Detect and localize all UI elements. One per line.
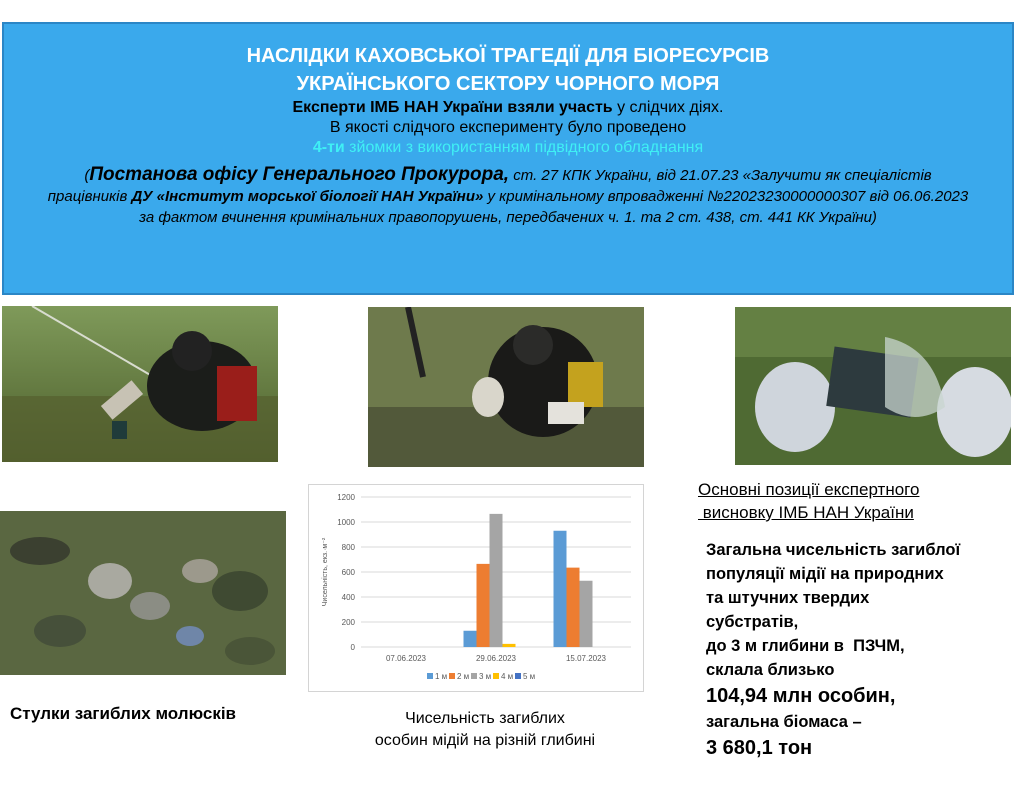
chart-caption	[330, 708, 640, 752]
photo-diver-center	[368, 307, 644, 467]
legend-label: 5 м	[523, 672, 536, 681]
x-tick-label: 29.06.2023	[475, 654, 517, 663]
legend-swatch	[493, 673, 499, 679]
y-axis-label: Чисельність, екз.·м⁻²	[322, 537, 329, 607]
summary-line4: субстратів,	[706, 613, 799, 631]
y-tick-label: 400	[341, 593, 355, 602]
summary-line6: склала близько	[706, 661, 835, 679]
summary-line9: 3 680,1 тон	[706, 737, 813, 759]
summary-block	[706, 538, 1016, 762]
bar	[477, 564, 490, 647]
bar	[503, 644, 516, 647]
y-tick-label: 1200	[337, 493, 355, 502]
shoot-line	[4, 138, 1012, 158]
y-tick-label: 800	[341, 543, 355, 552]
photo-net-sample	[735, 307, 1011, 465]
y-tick-label: 600	[341, 568, 355, 577]
legend-label: 1 м	[435, 672, 448, 681]
conclusions-title	[698, 478, 1008, 524]
bar	[464, 631, 477, 647]
x-tick-label: 07.06.2023	[385, 654, 427, 663]
decree-institute: ДУ «Інститут морської біології НАН України»	[131, 188, 484, 205]
banner-title-line1: НАСЛІДКИ КАХОВСЬКОЇ ТРАГЕДІЇ ДЛЯ БІОРЕСУРСІВ	[246, 45, 770, 67]
chart-caption-line2: особин мідій на різній глибині	[374, 732, 596, 749]
mussel-chart	[308, 484, 644, 692]
y-tick-label: 0	[350, 643, 355, 652]
legend-swatch	[449, 673, 455, 679]
summary-line7: 104,94 млн особин,	[706, 685, 896, 707]
decree-open: (	[84, 167, 90, 184]
decree-part1: ст. 27 КПК України, від 21.07.23 «Залучити як спеціалістів працівників	[47, 167, 932, 205]
conclusions-line2: висновку ІМБ НАН України	[698, 503, 914, 522]
conclusions-line1: Основні позиції експертного	[698, 480, 920, 499]
chart-svg	[309, 485, 643, 691]
shoot-bold: 4-ти	[312, 139, 345, 156]
legend-swatch	[427, 673, 433, 679]
legend-swatch	[471, 673, 477, 679]
decree-text	[4, 164, 1012, 228]
decree-title: Постанова офісу Генерального Прокурора,	[89, 164, 510, 185]
summary-line3: та штучних твердих	[706, 589, 870, 607]
summary-line2: популяції мідії на природних	[706, 565, 944, 583]
bar	[567, 568, 580, 647]
experiment-line: В якості слідчого експерименту було проведено	[329, 119, 687, 136]
bar	[490, 514, 503, 647]
summary-line8: загальна біомаса –	[706, 713, 862, 731]
legend-label: 3 м	[479, 672, 492, 681]
summary-line5: до 3 м глибини в ПЗЧМ,	[706, 637, 905, 655]
shoot-rest: зйомки з використанням підвідного обладнання	[344, 139, 704, 156]
legend-swatch	[515, 673, 521, 679]
legend-label: 4 м	[501, 672, 514, 681]
experts-line	[4, 98, 1012, 118]
bar	[580, 581, 593, 647]
y-tick-label: 1000	[337, 518, 355, 527]
chart-caption-line1: Чисельність загиблих	[405, 710, 565, 727]
y-tick-label: 200	[341, 618, 355, 627]
photo-dead-shells	[0, 511, 286, 675]
summary-line1: Загальна чисельність загиблої	[706, 541, 961, 559]
header-banner	[2, 22, 1014, 295]
shells-caption: Стулки загиблих молюсків	[10, 704, 236, 723]
x-tick-label: 15.07.2023	[565, 654, 607, 663]
experts-bold: Експерти ІМБ НАН України взяли участь	[292, 99, 613, 116]
legend-label: 2 м	[457, 672, 470, 681]
photo-diver-left	[2, 306, 278, 462]
experts-rest: у слідчих діях.	[612, 99, 724, 116]
bar	[554, 531, 567, 647]
decree-part2: у кримінальному впровадженні №22023230000000307 від 06.06.2023 за фактом вчинення кримінальних правопорушень, передбачених ч. 1. та 2 ст. 438, ст. 441 КК України)	[139, 188, 969, 226]
banner-title-line2: УКРАЇНСЬКОГО СЕКТОРУ ЧОРНОГО МОРЯ	[296, 73, 720, 95]
